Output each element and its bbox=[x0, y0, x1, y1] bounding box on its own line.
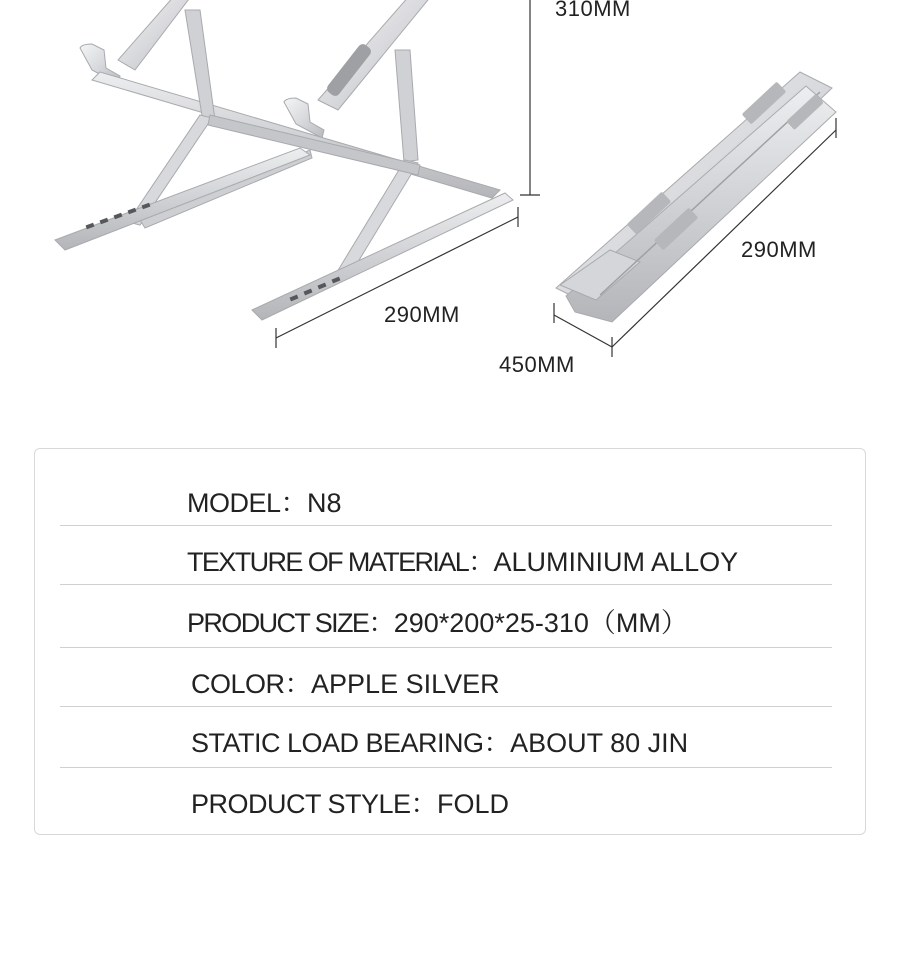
spec-label: PRODUCT SIZE： bbox=[187, 608, 394, 638]
spec-row-style bbox=[60, 768, 832, 827]
spec-material bbox=[187, 540, 738, 579]
spec-label: TEXTURE OF MATERIAL： bbox=[187, 547, 494, 577]
height-label: 310MM bbox=[555, 0, 631, 21]
spec-style bbox=[191, 782, 509, 821]
spec-table bbox=[34, 448, 866, 835]
spec-value: FOLD bbox=[437, 789, 510, 819]
spec-row-color bbox=[60, 648, 832, 707]
spec-load bbox=[191, 721, 688, 760]
open-width-label: 290MM bbox=[384, 302, 460, 327]
spec-label: PRODUCT STYLE： bbox=[191, 789, 438, 819]
spec-value: N8 bbox=[307, 488, 342, 518]
spec-value: 290*200*25-310（MM） bbox=[393, 608, 688, 638]
spec-label: COLOR： bbox=[191, 669, 312, 699]
spec-value: APPLE SILVER bbox=[311, 669, 500, 699]
folded-length-label: 290MM bbox=[741, 237, 817, 262]
height-dimension-line bbox=[520, 0, 540, 195]
spec-value: ALUMINIUM ALLOY bbox=[493, 547, 739, 577]
laptop-stand-drawing bbox=[0, 0, 900, 400]
spec-label: STATIC LOAD BEARING： bbox=[191, 728, 511, 758]
stand-folded bbox=[556, 72, 836, 322]
spec-color bbox=[191, 662, 500, 701]
spec-size bbox=[187, 601, 688, 640]
spec-value: ABOUT 80 JIN bbox=[510, 728, 689, 758]
product-illustration bbox=[0, 0, 900, 400]
spec-label: MODEL： bbox=[187, 488, 308, 518]
folded-depth-label: 450MM bbox=[499, 352, 575, 377]
spec-model bbox=[187, 481, 342, 520]
spec-row-load bbox=[60, 707, 832, 768]
spec-row-material bbox=[60, 526, 832, 585]
spec-row-model bbox=[60, 467, 832, 526]
spec-row-size bbox=[60, 587, 832, 648]
stand-open bbox=[55, 0, 513, 320]
